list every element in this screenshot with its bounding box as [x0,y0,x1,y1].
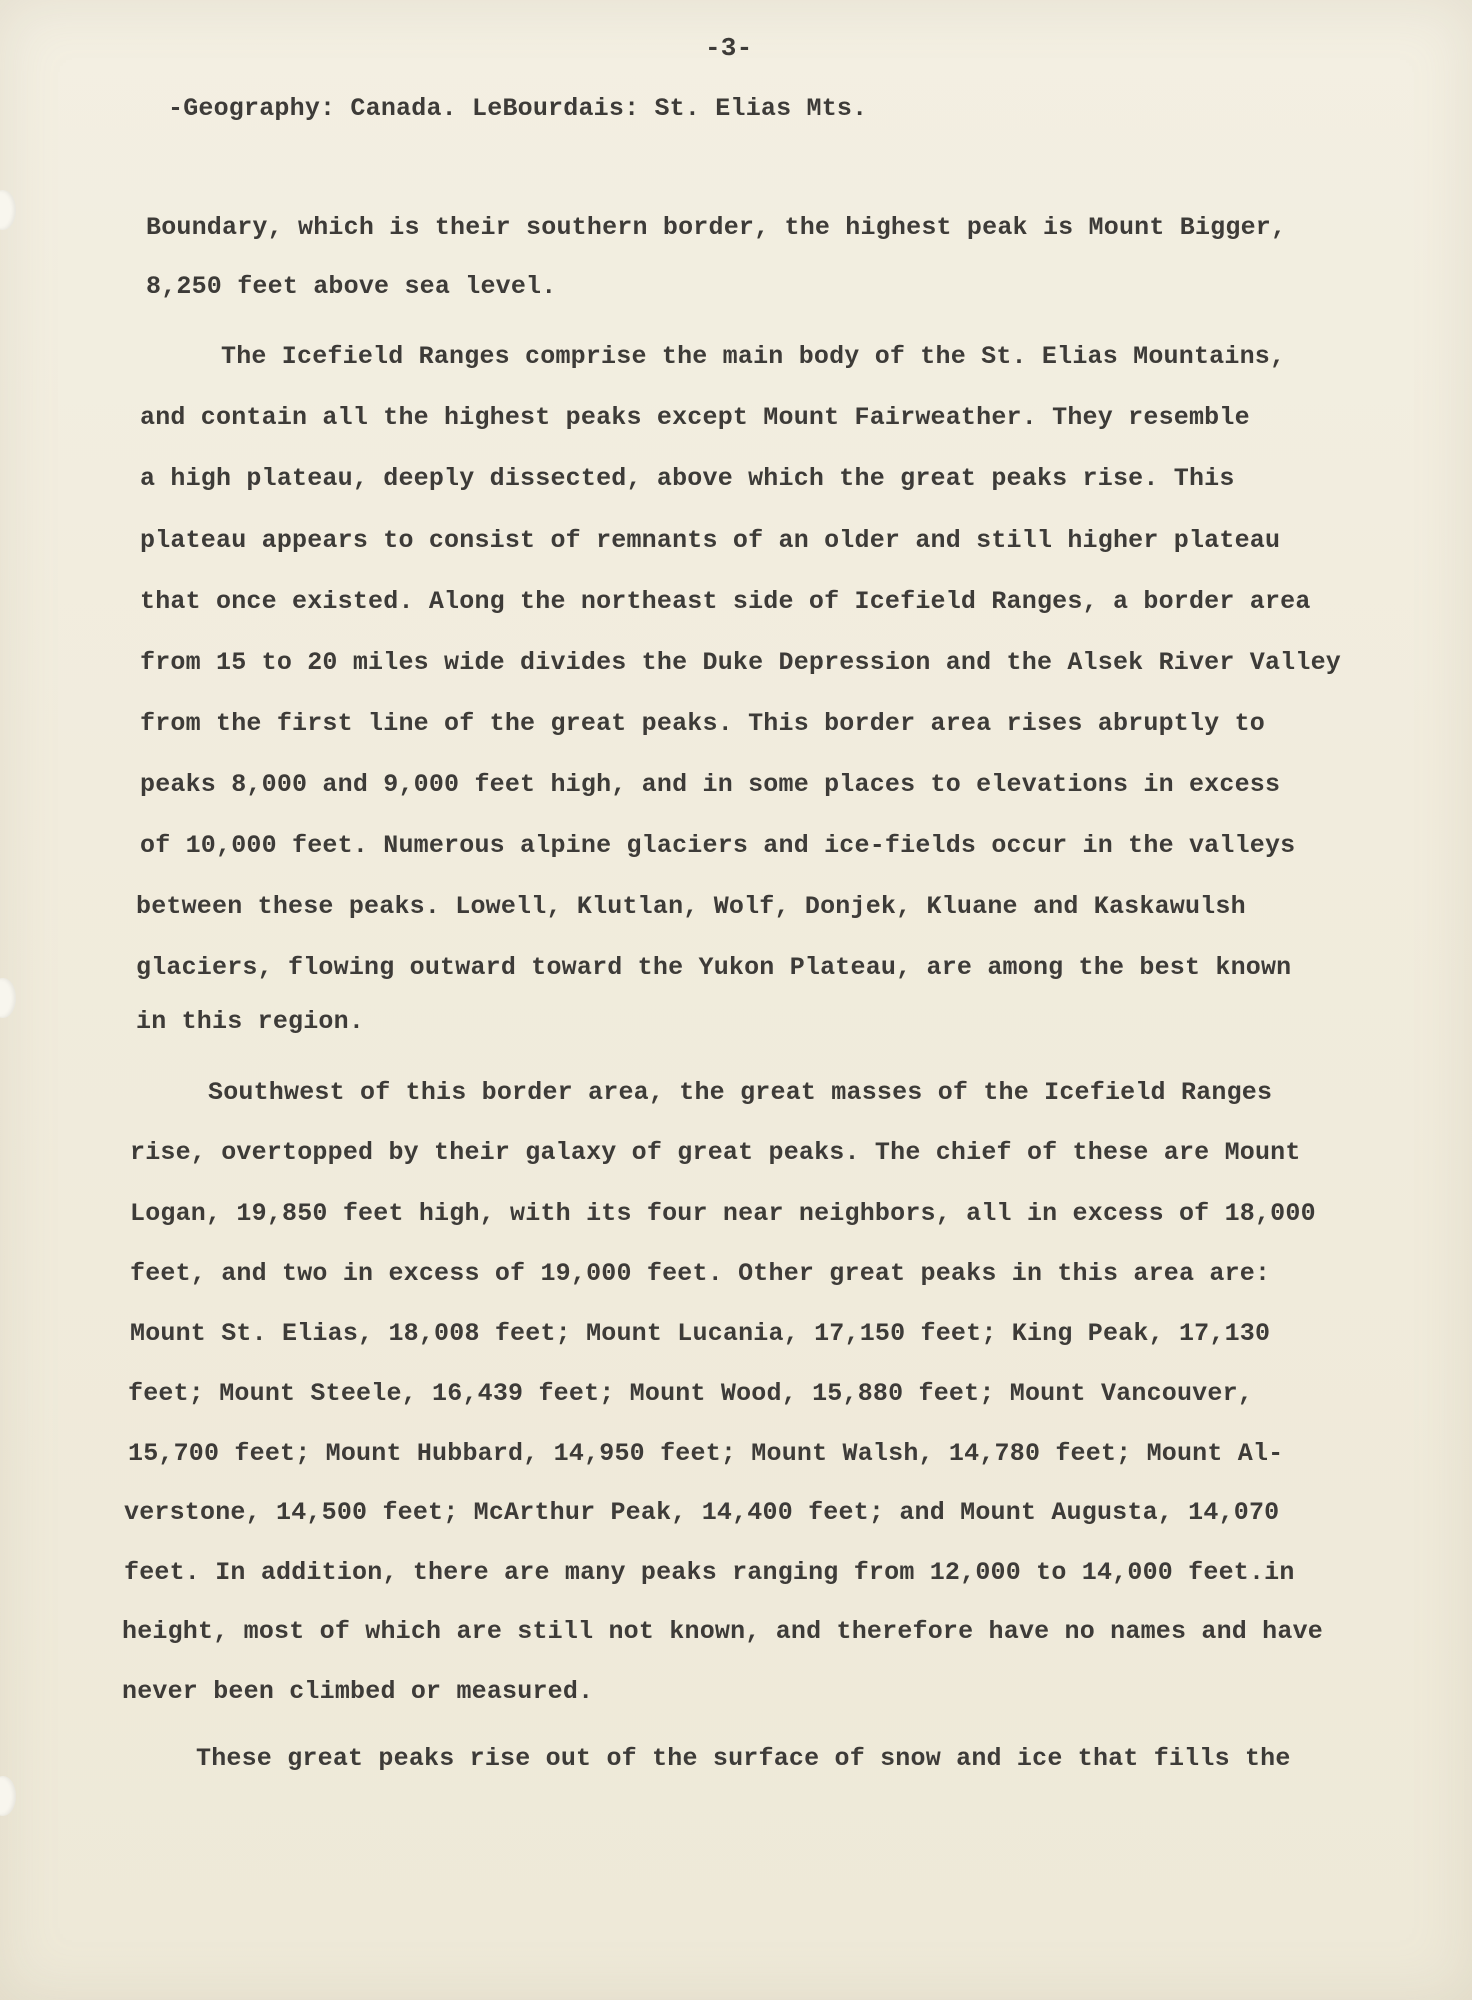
body-line: in this region. [136,1007,365,1036]
body-line: feet, and two in excess of 19,000 feet. Other great peaks in this area are: [130,1259,1271,1288]
body-line: Logan, 19,850 feet high, with its four near neighbors, all in excess of 18,000 [130,1199,1316,1228]
punch-hole [0,1776,16,1816]
body-line: peaks 8,000 and 9,000 feet high, and in some places to elevations in excess [140,770,1281,799]
body-line: glaciers, flowing outward toward the Yukon Plateau, are among the best known [136,953,1292,982]
body-line: and contain all the highest peaks except Mount Fairweather. They resemble [140,403,1250,432]
body-line: feet; Mount Steele, 16,439 feet; Mount Wood, 15,880 feet; Mount Vancouver, [128,1379,1253,1408]
body-line: a high plateau, deeply dissected, above which the great peaks rise. This [140,464,1235,493]
body-line: The Icefield Ranges comprise the main body of the St. Elias Mountains, [221,342,1286,371]
body-line: rise, overtopped by their galaxy of great peaks. The chief of these are Mount [130,1138,1301,1167]
body-line: feet. In addition, there are many peaks ranging from 12,000 to 14,000 feet.in [124,1558,1295,1587]
body-line: verstone, 14,500 feet; McArthur Peak, 14,400 feet; and Mount Augusta, 14,070 [124,1498,1280,1527]
body-line: Mount St. Elias, 18,008 feet; Mount Lucania, 17,150 feet; King Peak, 17,130 [130,1319,1271,1348]
body-line: of 10,000 feet. Numerous alpine glaciers and ice-fields occur in the valleys [140,831,1296,860]
body-line: from 15 to 20 miles wide divides the Duke Depression and the Alsek River Valley [140,648,1341,677]
body-line: never been climbed or measured. [122,1677,594,1706]
page-number: -3- [705,33,753,63]
body-line: height, most of which are still not known, and therefore have no names and have [122,1617,1323,1646]
body-line: 8,250 feet above sea level. [146,272,557,301]
body-line: that once existed. Along the northeast side of Icefield Ranges, a border area [140,587,1311,616]
body-line: Boundary, which is their southern border, the highest peak is Mount Bigger, [146,213,1287,242]
body-line: Southwest of this border area, the great masses of the Icefield Ranges [208,1078,1273,1107]
body-line: These great peaks rise out of the surface of snow and ice that fills the [196,1744,1291,1773]
punch-hole [0,978,16,1018]
body-line: from the first line of the great peaks. This border area rises abruptly to [140,709,1265,738]
running-head: -Geography: Canada. LeBourdais: St. Elias Mts. [168,94,868,123]
body-line: 15,700 feet; Mount Hubbard, 14,950 feet; Mount Walsh, 14,780 feet; Mount Al- [128,1439,1284,1468]
body-line: between these peaks. Lowell, Klutlan, Wolf, Donjek, Kluane and Kaskawulsh [136,892,1246,921]
body-line: plateau appears to consist of remnants of an older and still higher plateau [140,526,1281,555]
punch-hole [0,190,16,230]
